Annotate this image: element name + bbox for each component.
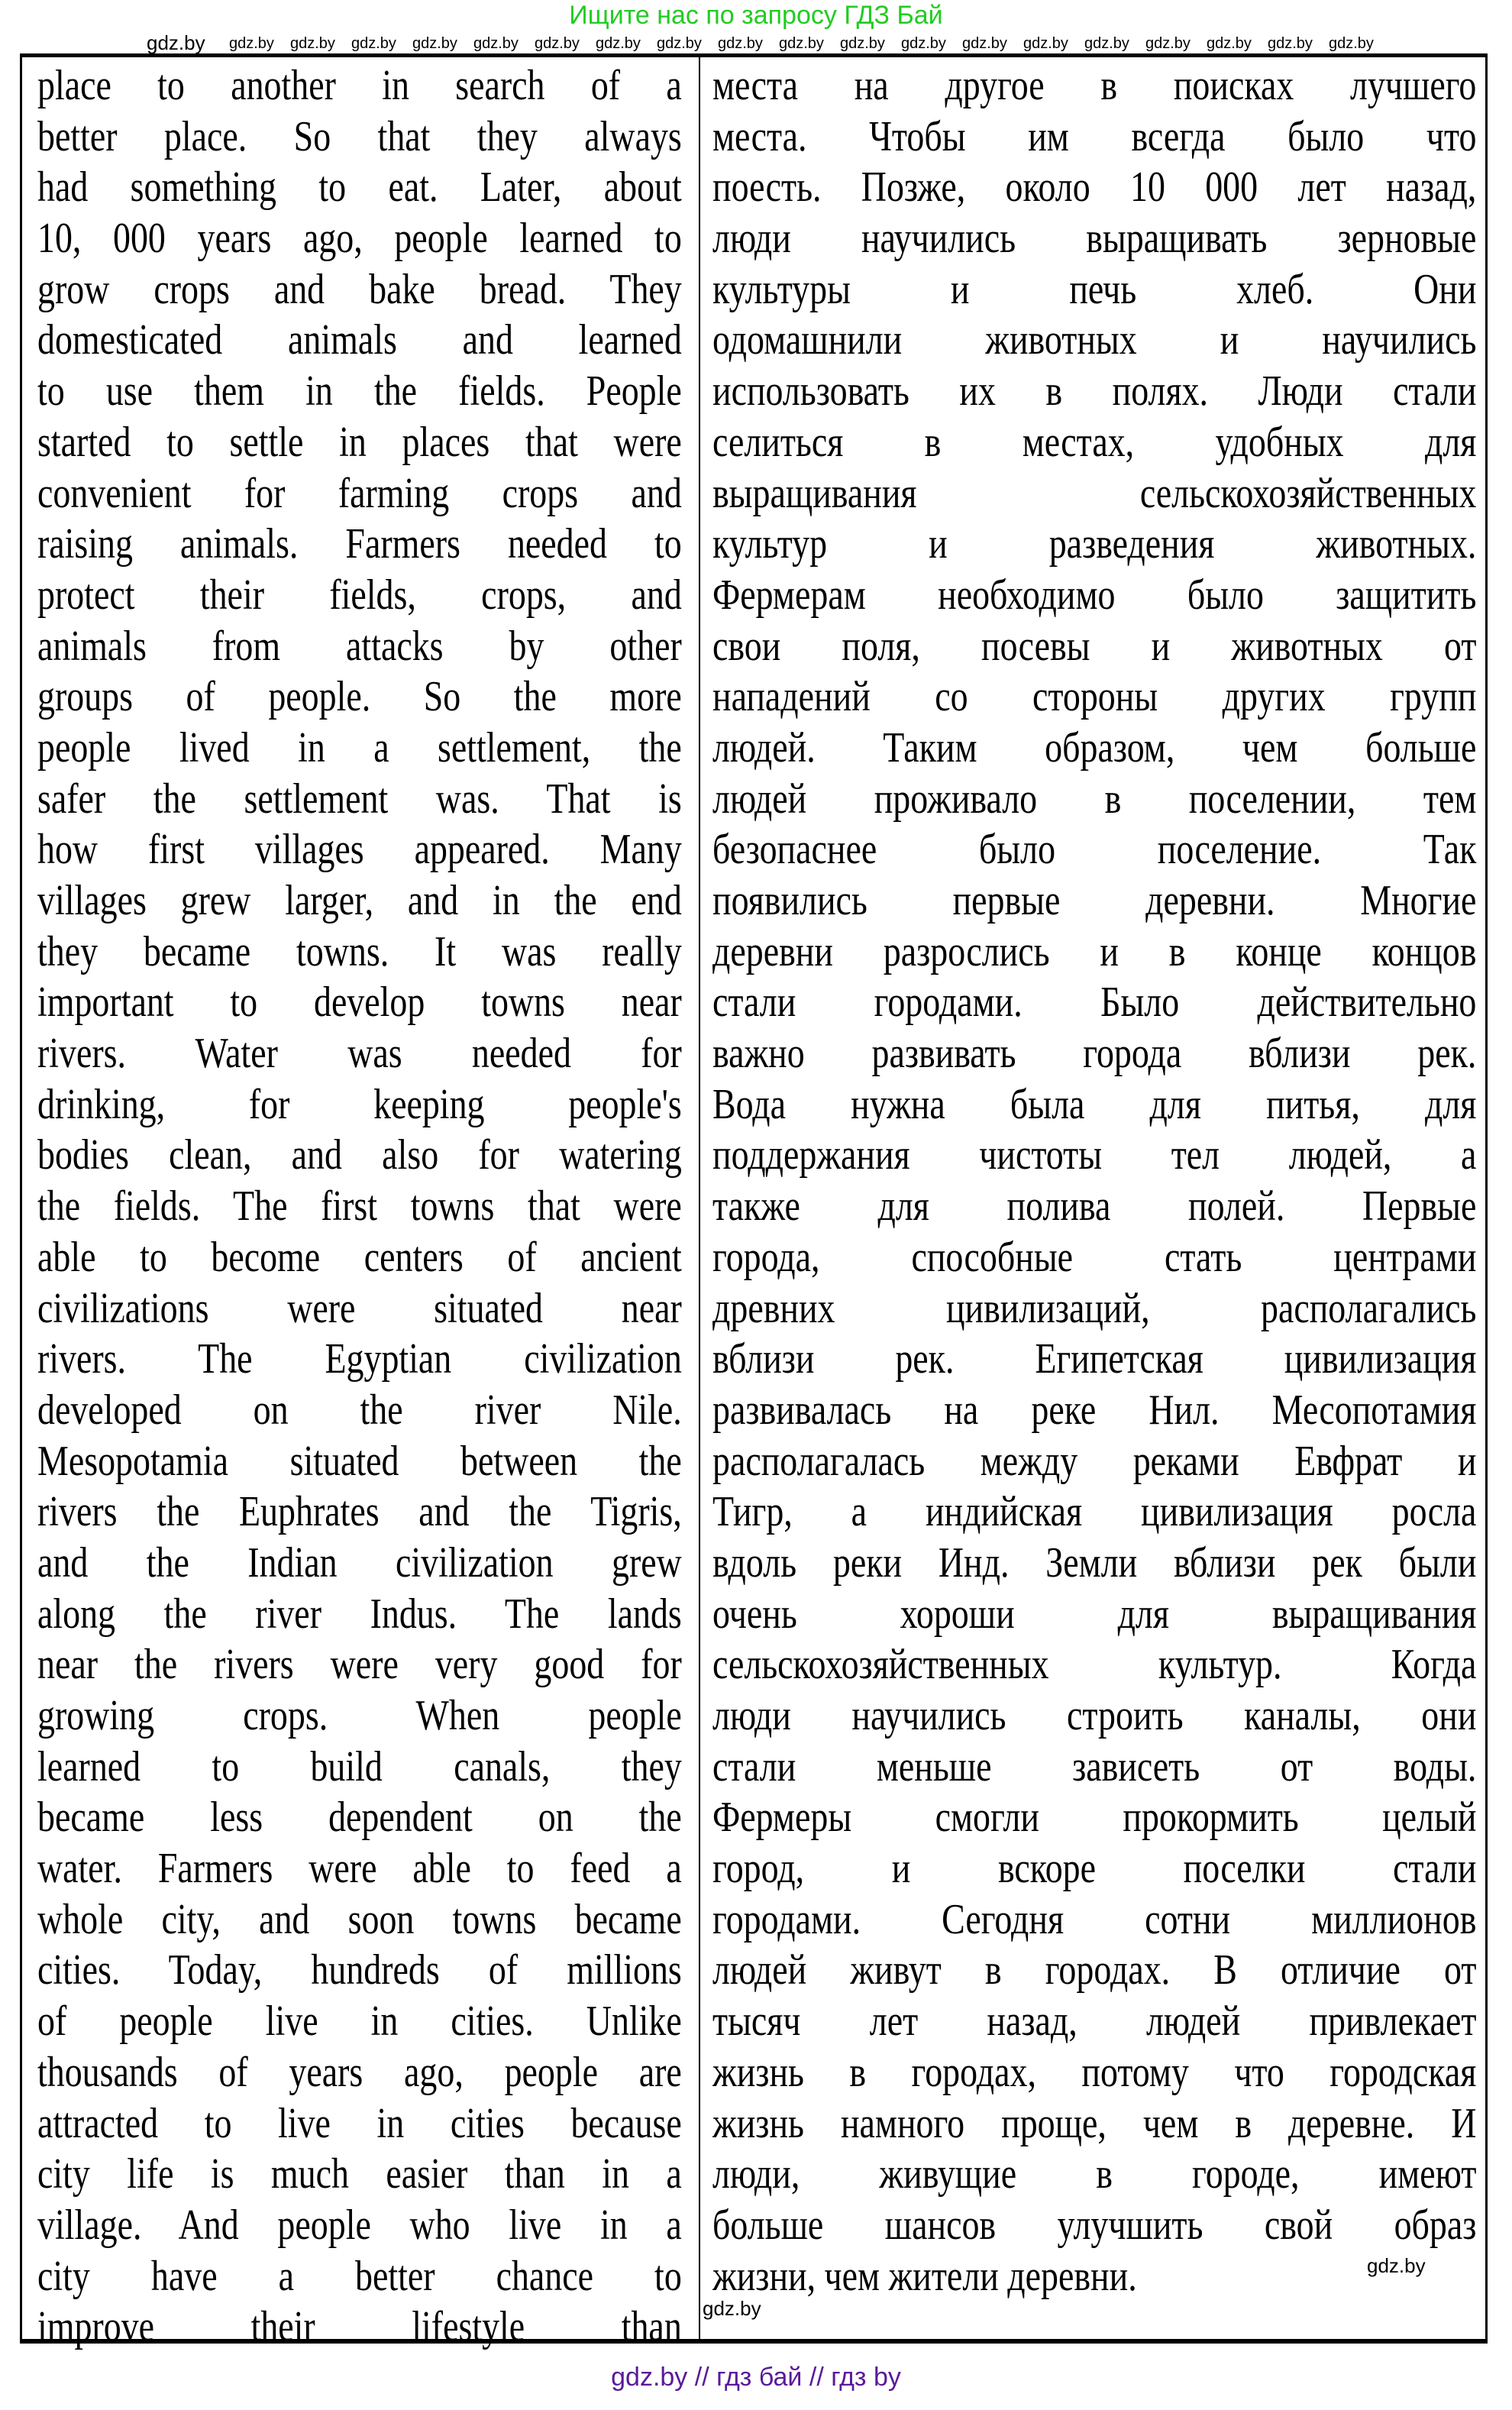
watermark: gdz.by [840,35,885,52]
text-line: свои поля, посевы и животных от [712,622,1477,670]
text-line: able to become centers of ancient [37,1233,682,1281]
text-line: развивалась на реке Нил. Месопотамия [712,1386,1477,1434]
watermark: gdz.by [779,35,824,52]
text-line: better place. So that they always [37,112,682,160]
text-line: нападений со стороны других групп [712,673,1477,721]
watermark: gdz.by [473,35,519,52]
text-line: important to develop towns near [37,979,682,1027]
text-line: людей проживало в поселении, тем [712,775,1477,823]
text-line: стали меньше зависеть от воды. [712,1742,1477,1791]
text-line: civilizations were situated near [37,1284,682,1332]
text-line: convenient for farming crops and [37,469,682,517]
watermark: gdz.by [1268,35,1313,52]
text-line: place to another in search of a [37,62,682,109]
text-line: they became towns. It was really [37,927,682,975]
text-line: культур и разведения животных. [712,520,1477,568]
column-divider [699,57,700,2339]
text-line: древних цивилизаций, располагались [712,1284,1477,1332]
watermark: gdz.by [147,31,205,54]
text-line: Фермеры смогли прокормить целый [712,1794,1477,1842]
text-line: people lived in a settlement, the [37,723,682,772]
text-line: of people live in cities. Unlike [37,1998,682,2046]
watermark: gdz.by [290,35,335,52]
watermark: gdz.by [1367,2254,1426,2277]
watermark: gdz.by [901,35,946,52]
text-line: rivers the Euphrates and the Tigris, [37,1488,682,1536]
text-line: became less dependent on the [37,1794,682,1842]
text-line: animals from attacks by other [37,622,682,670]
watermark: gdz.by [1084,35,1129,52]
text-line: сельскохозяйственных культур. Когда [712,1641,1477,1689]
text-line: whole city, and soon towns became [37,1895,682,1943]
watermark: gdz.by [1329,35,1374,52]
text-line: village. And people who live in a [37,2201,682,2249]
text-line: rivers. The Egyptian civilization [37,1335,682,1383]
text-line: людей. Таким образом, чем больше [712,723,1477,772]
text-line: safer the settlement was. That is [37,775,682,823]
text-line: drinking, for keeping people's [37,1080,682,1128]
text-line: появились первые деревни. Многие [712,877,1477,924]
text-line: город, и вскоре поселки стали [712,1845,1477,1893]
text-line: city have a better chance to [37,2252,682,2300]
text-line: жизнь в городах, потому что городская [712,2048,1477,2096]
translation-table [20,53,1488,2351]
search-banner: Ищите нас по запросу ГДЗ Бай [569,1,943,30]
watermark: gdz.by [1207,35,1252,52]
text-line: groups of people. So the more [37,673,682,721]
watermark: gdz.by [535,35,580,52]
text-line: improve their lifestyle than [37,2303,682,2351]
text-line: поесть. Позже, около 10 000 лет назад, [712,163,1477,212]
text-line: стали городами. Было действительно [712,979,1477,1027]
text-line: жизнь намного проще, чем в деревне. И [712,2099,1477,2147]
text-line: to use them in the fields. People [37,367,682,416]
text-line: started to settle in places that were [37,418,682,466]
text-line: bodies clean, and also for watering [37,1131,682,1179]
text-line: городами. Сегодня сотни миллионов [712,1895,1477,1943]
text-line: люди научились строить каналы, они [712,1692,1477,1739]
watermark: gdz.by [596,35,641,52]
text-line: protect their fields, crops, and [37,571,682,619]
watermark: gdz.by [1023,35,1068,52]
text-line: города, способные стать центрами [712,1233,1477,1281]
text-line: безопаснее было поселение. Так [712,826,1477,874]
text-line: вблизи рек. Египетская цивилизация [712,1335,1477,1383]
text-line: attracted to live in cities because [37,2099,682,2147]
text-line: деревни разрослись и в конце концов [712,927,1477,975]
text-line: villages grew larger, and in the end [37,877,682,924]
text-line: rivers. Water was needed for [37,1030,682,1078]
text-line: near the rivers were very good for [37,1641,682,1689]
text-line: grow crops and bake bread. They [37,265,682,313]
text-line: Mesopotamia situated between the [37,1437,682,1485]
text-line: had something to eat. Later, about [37,163,682,212]
text-line: domesticated animals and learned [37,316,682,364]
text-line: поддержания чистоты тел людей, а [712,1131,1477,1179]
text-line: одомашнили животных и научились [712,316,1477,364]
text-line: вдоль реки Инд. Земли вблизи рек были [712,1538,1477,1587]
watermark: gdz.by [718,35,763,52]
text-line: выращивания сельскохозяйственных [712,469,1477,517]
text-line: Тигр, а индийская цивилизация росла [712,1488,1477,1536]
text-line: raising animals. Farmers needed to [37,520,682,568]
text-line: больше шансов улучшить свой образ [712,2201,1477,2249]
text-line: the fields. The first towns that were [37,1182,682,1231]
text-line: Вода нужна была для питья, для [712,1080,1477,1128]
text-line: также для полива полей. Первые [712,1182,1477,1231]
text-line: места. Чтобы им всегда было что [712,112,1477,160]
text-line: располагалась между реками Евфрат и [712,1437,1477,1485]
watermark: gdz.by [1145,35,1191,52]
text-line: growing crops. When people [37,1692,682,1739]
watermark: gdz.by [229,35,274,52]
text-line: thousands of years ago, people are [37,2048,682,2096]
text-line: water. Farmers were able to feed a [37,1845,682,1893]
text-line: использовать их в полях. Люди стали [712,367,1477,416]
watermark: gdz.by [962,35,1007,52]
text-line: and the Indian civilization grew [37,1538,682,1587]
text-line: люди научились выращивать зерновые [712,215,1477,263]
text-line: how first villages appeared. Many [37,826,682,874]
russian-text-column [712,60,1476,2302]
watermark: gdz.by [351,35,396,52]
text-line: жизни, чем жители деревни. [712,2252,1137,2300]
footer-banner: gdz.by // гдз бай // гдз by [611,2363,901,2392]
text-line: людей живут в городах. В отличие от [712,1946,1477,1994]
text-line: 10, 000 years ago, people learned to [37,215,682,263]
text-line: культуры и печь хлеб. Они [712,265,1477,313]
text-line: along the river Indus. The lands [37,1590,682,1638]
english-text-column [37,60,682,2353]
watermark: gdz.by [412,35,457,52]
text-line: важно развивать города вблизи рек. [712,1030,1477,1078]
text-line: learned to build canals, they [37,1742,682,1791]
text-line: city life is much easier than in a [37,2150,682,2198]
text-line: developed on the river Nile. [37,1386,682,1434]
watermark: gdz.by [657,35,702,52]
watermark: gdz.by [703,2297,761,2320]
text-line: тысяч лет назад, людей привлекает [712,1998,1477,2046]
text-line: места на другое в поисках лучшего [712,62,1477,109]
text-line: cities. Today, hundreds of millions [37,1946,682,1994]
text-line: селиться в местах, удобных для [712,418,1477,466]
text-line: очень хороши для выращивания [712,1590,1477,1638]
text-line: люди, живущие в городе, имеют [712,2150,1477,2198]
text-line: Фермерам необходимо было защитить [712,571,1477,619]
